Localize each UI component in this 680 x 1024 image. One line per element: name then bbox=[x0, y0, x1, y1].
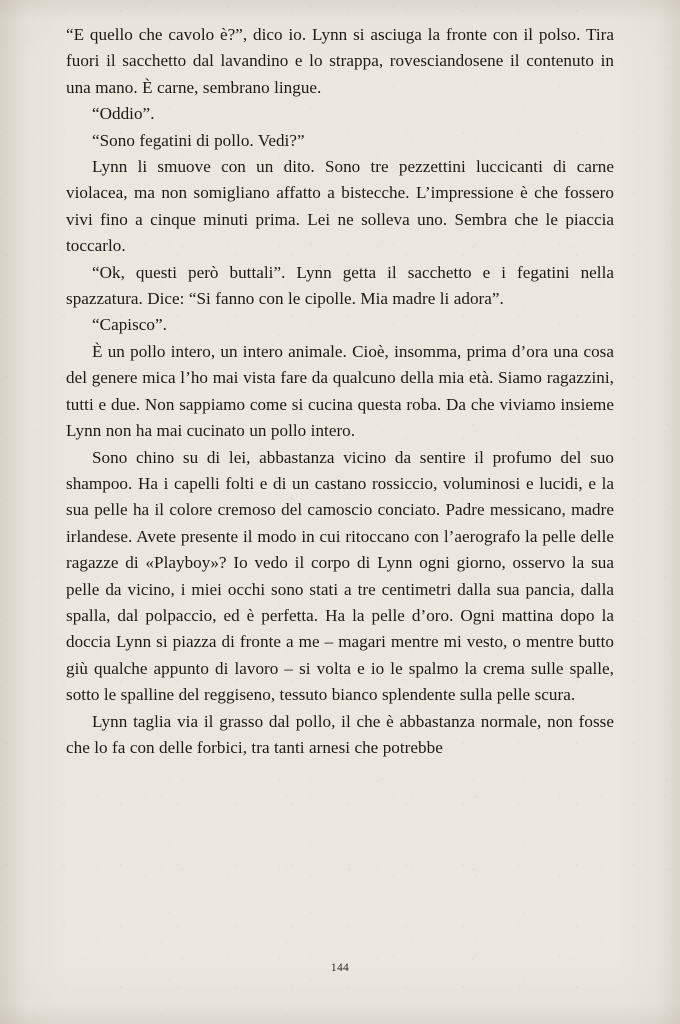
paragraph: Lynn li smuove con un dito. Sono tre pezzettini luccicanti di carne violacea, ma non somigliano affatto a bistecche. L’impressione è che fossero vivi fino a cinque minuti prima. Lei ne solleva uno. Sembra che le piaccia toccarlo. bbox=[66, 157, 614, 256]
paragraph: È un pollo intero, un intero animale. Cioè, insomma, prima d’ora una cosa del genere mica l’ho mai vista fare da qualcuno della mia età. Siamo ragazzini, tutti e due. Non sappiamo come si cucina questa roba. Da che viviamo insieme Lynn non ha mai cucinato un pollo intero. bbox=[66, 341, 614, 441]
page-text-column bbox=[66, 22, 614, 761]
paragraph: Sono chino su di lei, abbastanza vicino da sentire il profumo del suo shampoo. Ha i capelli folti e di un castano rossiccio, voluminosi e lucidi, e la sua pelle ha il colore cremoso del camoscio conciato. Padre messicano, madre irlandese. Avete presente il modo in cui ritoccano con l’aerografo la pelle delle ragazze di «Playboy»? Io vedo il corpo di Lynn ogni giorno, osservo la sua pelle da vicino, i miei occhi sono stati a tre centimetri dalla sua pancia, dalla spalla, dal polpaccio, ed è perfetta. Ha la pelle d’oro. Ogni mattina dopo la doccia Lynn si piazza di fronte a me – magari mentre mi vesto, o mentre butto giù qualche appunto di lavoro – si volta e io le spalmo la crema sulle spalle, sotto le spalline del reggiseno, tessuto bianco splendente sulla pelle scura. bbox=[66, 447, 614, 705]
paragraph: “Ok, questi però buttali”. Lynn getta il sacchetto e i fegatini nella spazzatura. Dice: “Si fanno con le cipolle. Mia madre li adora”. bbox=[66, 262, 614, 309]
page-number: 144 bbox=[330, 962, 350, 974]
paragraph: “Sono fegatini di pollo. Vedi?” bbox=[92, 130, 305, 150]
paragraph: “Oddio”. bbox=[92, 104, 155, 124]
paragraph: “E quello che cavolo è?”, dico io. Lynn si asciuga la fronte con il polso. Tira fuori il sacchetto dal lavandino e lo strappa, rovesciandosene il contenuto in una mano. È carne, sembrano lingue. bbox=[66, 25, 614, 97]
paragraph: Lynn taglia via il grasso dal pollo, il che è abbastanza normale, non fosse che lo fa con delle forbici, tra tanti arnesi che potrebbe bbox=[66, 711, 614, 757]
paragraph: “Capisco”. bbox=[92, 315, 167, 335]
